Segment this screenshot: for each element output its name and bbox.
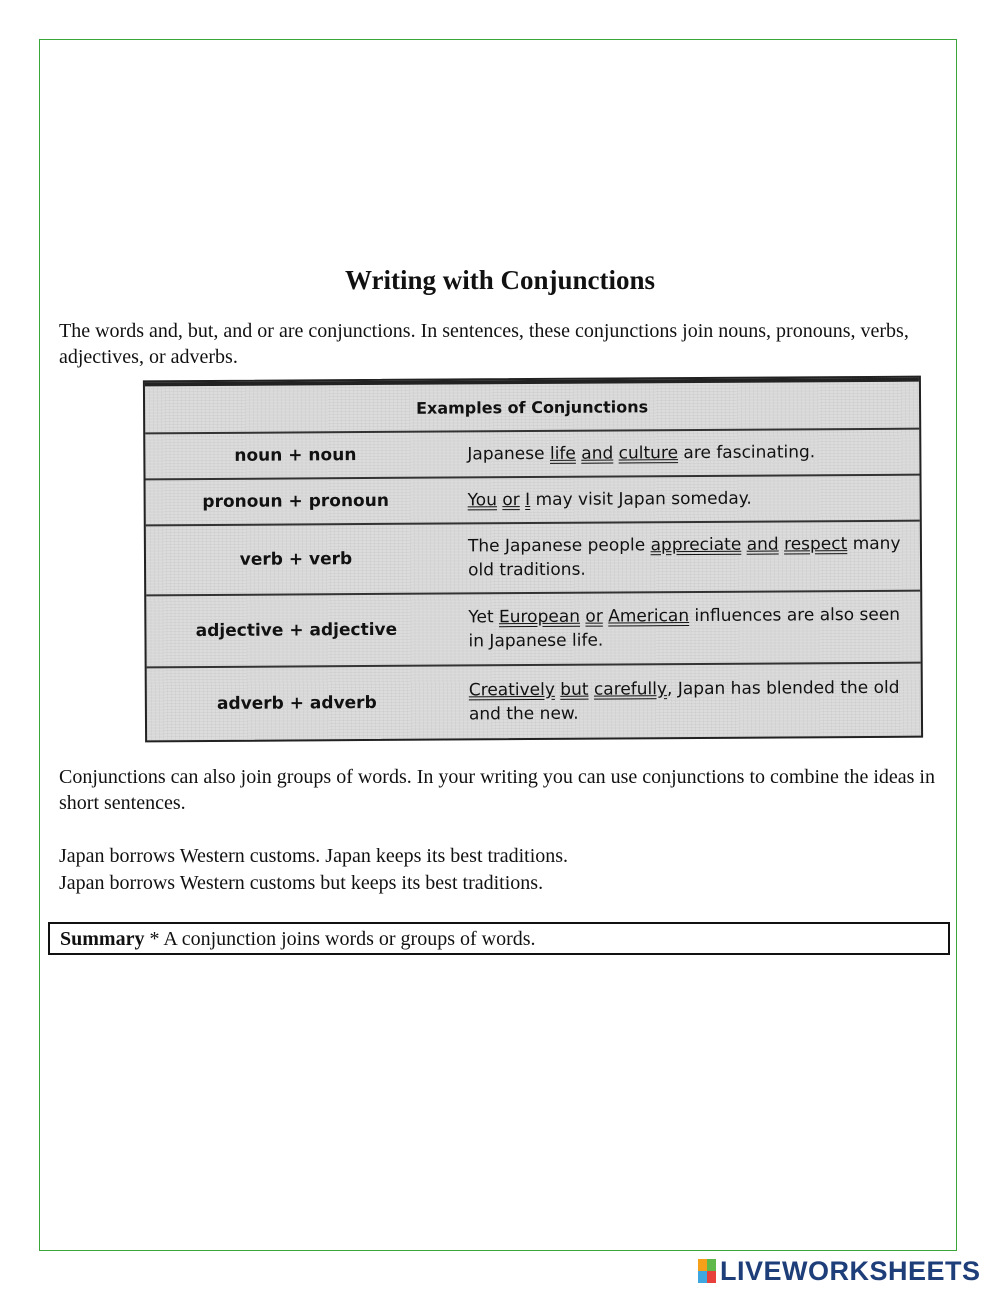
example-sentence: [445, 440, 919, 467]
summary-label: Summary: [60, 928, 145, 950]
example-sentence: [446, 532, 920, 583]
groups-paragraph: Conjunctions can also join groups of words. In your writing you can use conjunctions to combine the ideas in short sentences.: [59, 766, 935, 814]
conjunction-word: but: [560, 679, 589, 700]
sentence-text: influences are also seen in Japanese life.: [468, 604, 901, 652]
sentence-text: The Japanese people: [467, 535, 651, 557]
sentence-text: , Japan has blended the old and the new.: [468, 677, 900, 725]
sentence-text: Yet: [468, 607, 500, 628]
sentence-text: are fascinating.: [677, 442, 816, 464]
conjunction-word: or: [585, 606, 603, 627]
example-row: [147, 664, 921, 741]
example-sentence: [447, 676, 921, 727]
example-pattern: adverb + adverb: [216, 692, 377, 714]
examples-table-header: Examples of Conjunctions: [145, 382, 919, 435]
example-pattern: verb + verb: [239, 549, 353, 570]
conjunction-word: American: [608, 606, 690, 627]
example-sentence-2: Japan borrows Western customs but keeps its best traditions.: [59, 872, 544, 894]
logo-text: LIVEWORKSHEETS: [720, 1255, 981, 1286]
summary-box: [48, 922, 950, 955]
conjunction-word: life: [549, 443, 576, 464]
logo-block: [698, 1259, 707, 1271]
example-pattern: noun + noun: [234, 445, 357, 466]
conjunction-word: carefully: [593, 679, 668, 700]
example-row: [146, 476, 920, 527]
example-row: [146, 522, 920, 597]
examples-table-body: [145, 430, 921, 741]
sentence-text: Japanese: [467, 443, 551, 465]
conjunction-word: and: [581, 443, 614, 464]
page-title: Writing with Conjunctions: [344, 265, 656, 295]
example-pattern: pronoun + pronoun: [202, 490, 389, 513]
conjunction-word: culture: [618, 443, 679, 464]
logo-blocks-icon: [698, 1259, 716, 1283]
example-sentence-1: Japan borrows Western customs. Japan keeps its best traditions.: [59, 845, 569, 867]
conjunction-word: respect: [783, 534, 848, 555]
example-row: [146, 592, 920, 669]
logo-block: [707, 1259, 716, 1271]
conjunction-word: You: [467, 490, 498, 511]
logo-block: [707, 1271, 716, 1283]
example-sentence: [446, 486, 920, 513]
conjunction-word: and: [746, 534, 779, 555]
conjunction-word: European: [498, 606, 581, 628]
example-row: [145, 430, 919, 481]
sentence-text: many old traditions.: [468, 533, 901, 581]
conjunction-examples-image: [143, 376, 923, 743]
example-pattern: adjective + adjective: [195, 619, 398, 642]
sentence-text: may visit Japan someday.: [530, 488, 752, 511]
liveworksheets-logo[interactable]: [698, 1255, 981, 1287]
conjunction-word: appreciate: [650, 534, 742, 556]
intro-paragraph: The words and, but, and or are conjunctions. In sentences, these conjunctions join nouns, pronouns, verbs, adjectives, or adverbs.: [59, 320, 909, 368]
logo-block: [698, 1271, 707, 1283]
conjunction-word: Creatively: [468, 679, 555, 701]
example-sentence: [446, 603, 920, 654]
summary-text: * A conjunction joins words or groups of words.: [144, 928, 536, 950]
conjunction-word: or: [502, 490, 520, 511]
conjunction-word: I: [525, 490, 531, 511]
